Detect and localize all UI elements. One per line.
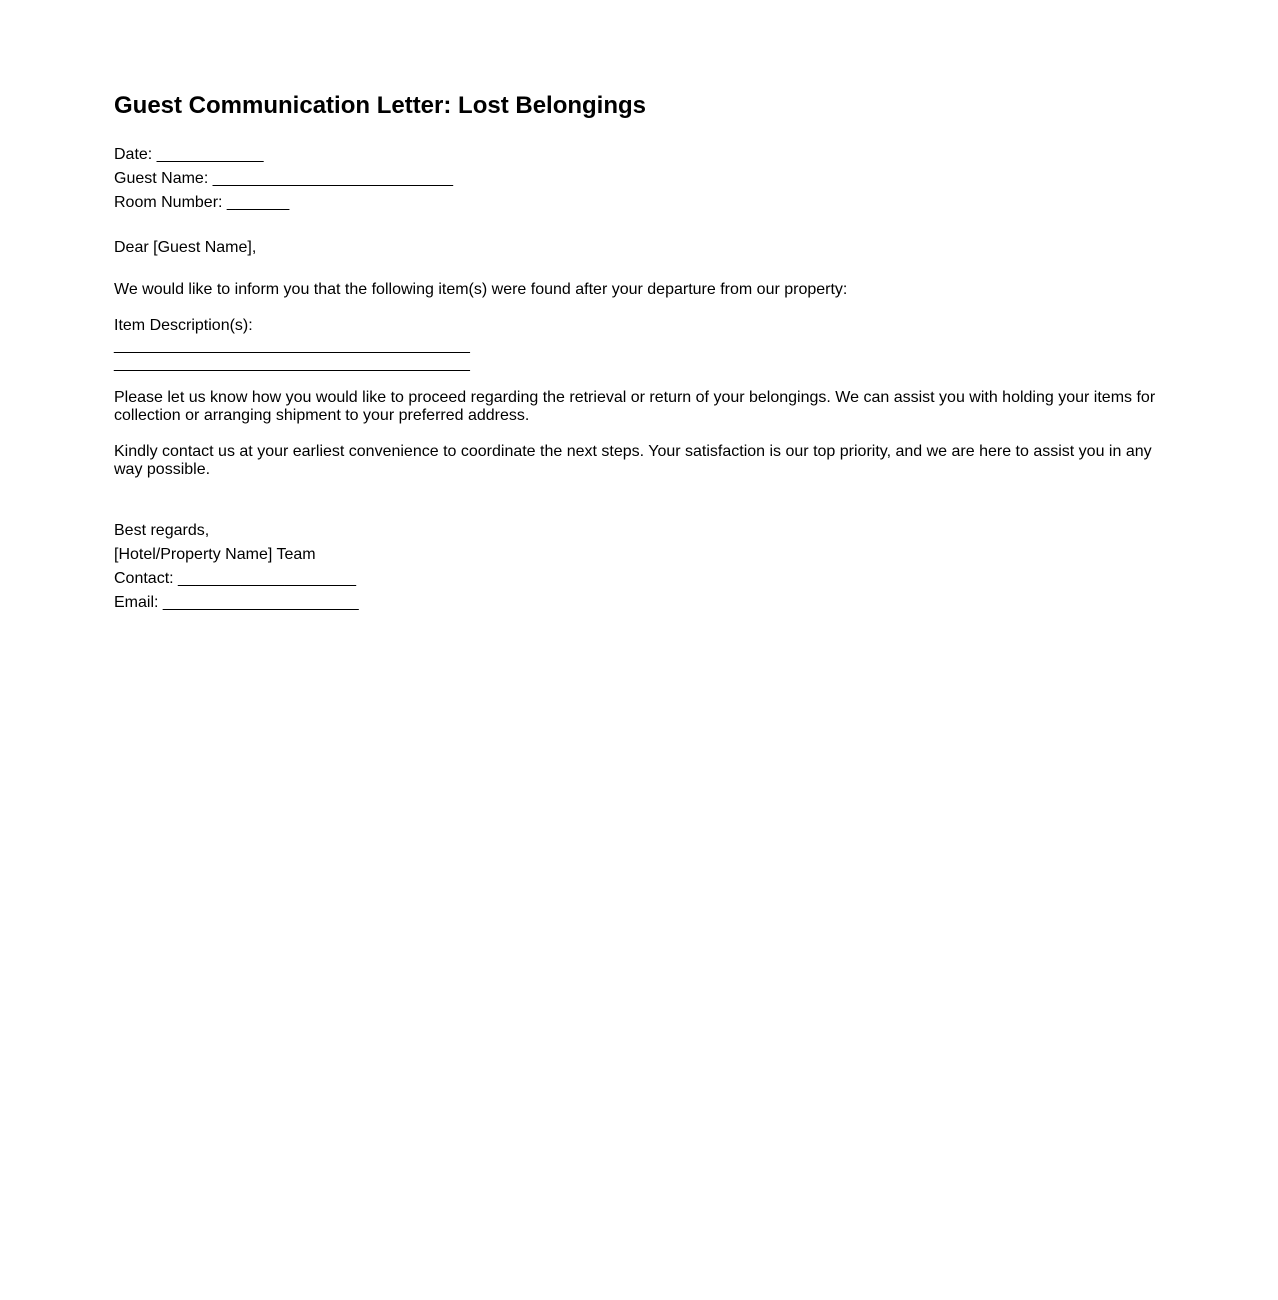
email-field: Email: ______________________: [114, 594, 359, 611]
contact-paragraph: Kindly contact us at your earliest convenience to coordinate the next steps. Your satisfaction is our top priority, and we are here to assist you in any way possible.: [114, 443, 1152, 478]
salutation: Dear [Guest Name],: [114, 239, 257, 256]
intro-paragraph: We would like to inform you that the following item(s) were found after your departure from our property:: [114, 281, 848, 298]
closing-team: [Hotel/Property Name] Team: [114, 546, 316, 563]
date-field: Date: ____________: [114, 146, 264, 163]
item-description-line-1: ________________________________________: [114, 337, 470, 354]
closing-regards: Best regards,: [114, 522, 210, 539]
retrieval-paragraph: Please let us know how you would like to proceed regarding the retrieval or return of your belongings. We can assist you with holding your items for collection or arranging shipment to your preferred address.: [114, 389, 1156, 424]
contact-field: Contact: ____________________: [114, 570, 356, 587]
guest-name-field: Guest Name: ___________________________: [114, 170, 453, 187]
item-description-label: Item Description(s):: [114, 317, 253, 334]
item-description-line-2: ________________________________________: [114, 355, 470, 372]
room-number-field: Room Number: _______: [114, 194, 290, 211]
page-title: Guest Communication Letter: Lost Belongings: [114, 92, 647, 119]
